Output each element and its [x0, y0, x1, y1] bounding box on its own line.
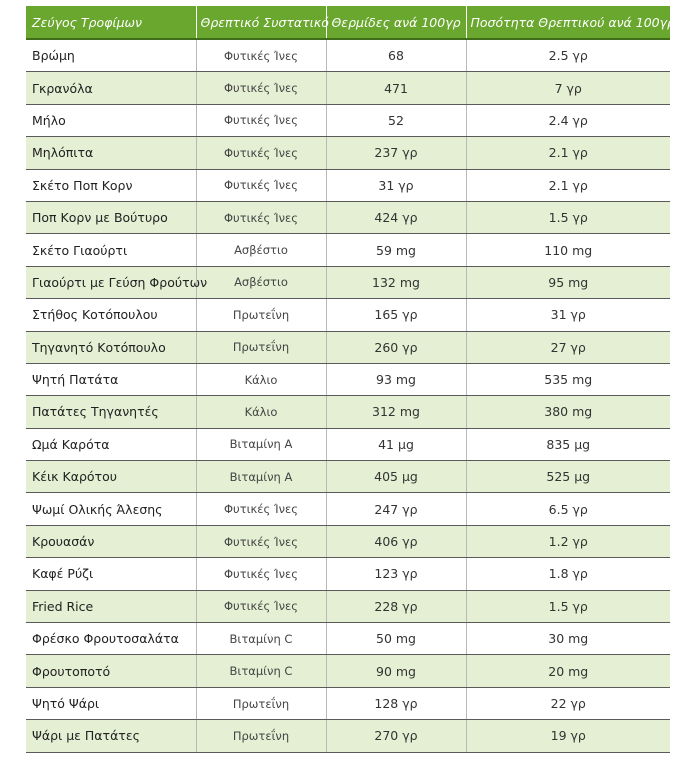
- nutrient-amount-cell: 2.1 γρ: [466, 169, 670, 201]
- table-body: [26, 39, 670, 752]
- table-row: [26, 396, 670, 428]
- nutrient-amount-cell: 1.8 γρ: [466, 558, 670, 590]
- calories-cell: 471: [326, 72, 466, 104]
- table-row: [26, 39, 670, 72]
- nutrient-cell: Πρωτεΐνη: [196, 331, 326, 363]
- nutrient-amount-cell: 835 μg: [466, 428, 670, 460]
- food-name-cell: Τηγανητό Κοτόπουλο: [26, 331, 196, 363]
- food-name-cell: Γιαούρτι με Γεύση Φρούτων: [26, 266, 196, 298]
- nutrient-amount-cell: 1.5 γρ: [466, 201, 670, 233]
- nutrient-cell: Φυτικές Ίνες: [196, 104, 326, 136]
- nutrient-cell: Φυτικές Ίνες: [196, 493, 326, 525]
- food-name-cell: Καφέ Ρύζι: [26, 558, 196, 590]
- calories-cell: 128 γρ: [326, 687, 466, 719]
- nutrient-amount-cell: 95 mg: [466, 266, 670, 298]
- nutrition-table-container: [26, 6, 675, 753]
- table-row: [26, 363, 670, 395]
- nutrient-cell: Βιταμίνη Α: [196, 461, 326, 493]
- calories-cell: 41 μg: [326, 428, 466, 460]
- nutrient-amount-cell: 110 mg: [466, 234, 670, 266]
- nutrient-cell: Πρωτεΐνη: [196, 687, 326, 719]
- calories-cell: 312 mg: [326, 396, 466, 428]
- table-row: [26, 266, 670, 298]
- table-row: [26, 201, 670, 233]
- nutrient-cell: Βιταμίνη C: [196, 655, 326, 687]
- nutrient-amount-cell: 31 γρ: [466, 299, 670, 331]
- header-row: [26, 6, 670, 39]
- food-name-cell: Κρουασάν: [26, 525, 196, 557]
- nutrient-cell: Πρωτεΐνη: [196, 299, 326, 331]
- table-row: [26, 299, 670, 331]
- nutrient-cell: Ασβέστιο: [196, 266, 326, 298]
- nutrient-amount-cell: 6.5 γρ: [466, 493, 670, 525]
- calories-cell: 132 mg: [326, 266, 466, 298]
- table-row: [26, 331, 670, 363]
- table-row: [26, 234, 670, 266]
- food-name-cell: Σκέτο Ποπ Κορν: [26, 169, 196, 201]
- calories-cell: 260 γρ: [326, 331, 466, 363]
- calories-cell: 406 γρ: [326, 525, 466, 557]
- nutrient-amount-cell: 2.5 γρ: [466, 39, 670, 72]
- nutrient-cell: Φυτικές Ίνες: [196, 558, 326, 590]
- food-name-cell: Κέικ Καρότου: [26, 461, 196, 493]
- calories-cell: 228 γρ: [326, 590, 466, 622]
- nutrient-amount-cell: 2.4 γρ: [466, 104, 670, 136]
- nutrient-cell: Φυτικές Ίνες: [196, 169, 326, 201]
- nutrient-amount-cell: 27 γρ: [466, 331, 670, 363]
- nutrient-amount-cell: 1.2 γρ: [466, 525, 670, 557]
- table-row: [26, 72, 670, 104]
- food-name-cell: Fried Rice: [26, 590, 196, 622]
- nutrient-amount-cell: 2.1 γρ: [466, 137, 670, 169]
- nutrient-cell: Φυτικές Ίνες: [196, 137, 326, 169]
- nutrient-amount-cell: 30 mg: [466, 623, 670, 655]
- food-name-cell: Σκέτο Γιαούρτι: [26, 234, 196, 266]
- calories-cell: 50 mg: [326, 623, 466, 655]
- nutrient-cell: Φυτικές Ίνες: [196, 72, 326, 104]
- header-calories: Θερμίδες ανά 100γρ: [326, 6, 466, 39]
- table-row: [26, 655, 670, 687]
- nutrient-amount-cell: 535 mg: [466, 363, 670, 395]
- food-name-cell: Ψάρι με Πατάτες: [26, 720, 196, 752]
- food-name-cell: Ψητό Ψάρι: [26, 687, 196, 719]
- nutrient-amount-cell: 7 γρ: [466, 72, 670, 104]
- table-header: [26, 6, 675, 39]
- table-row: [26, 687, 670, 719]
- nutrient-cell: Φυτικές Ίνες: [196, 201, 326, 233]
- table-row: [26, 720, 670, 752]
- calories-cell: 424 γρ: [326, 201, 466, 233]
- nutrient-amount-cell: 1.5 γρ: [466, 590, 670, 622]
- food-name-cell: Ψητή Πατάτα: [26, 363, 196, 395]
- nutrient-cell: Φυτικές Ίνες: [196, 590, 326, 622]
- nutrient-cell: Φυτικές Ίνες: [196, 39, 326, 72]
- food-name-cell: Ψωμί Ολικής Άλεσης: [26, 493, 196, 525]
- calories-cell: 270 γρ: [326, 720, 466, 752]
- nutrient-amount-cell: 22 γρ: [466, 687, 670, 719]
- table-row: [26, 169, 670, 201]
- calories-cell: 237 γρ: [326, 137, 466, 169]
- nutrition-table: [26, 6, 675, 753]
- calories-cell: 52: [326, 104, 466, 136]
- nutrient-amount-cell: 20 mg: [466, 655, 670, 687]
- nutrient-cell: Φυτικές Ίνες: [196, 525, 326, 557]
- food-name-cell: Φρουτοποτό: [26, 655, 196, 687]
- table-row: [26, 104, 670, 136]
- table-row: [26, 623, 670, 655]
- nutrient-cell: Βιταμίνη C: [196, 623, 326, 655]
- table-row: [26, 137, 670, 169]
- food-name-cell: Μηλόπιτα: [26, 137, 196, 169]
- table-row: [26, 493, 670, 525]
- calories-cell: 165 γρ: [326, 299, 466, 331]
- nutrient-cell: Κάλιο: [196, 396, 326, 428]
- food-name-cell: Μήλο: [26, 104, 196, 136]
- table-row: [26, 461, 670, 493]
- table-row: [26, 525, 670, 557]
- nutrient-cell: Κάλιο: [196, 363, 326, 395]
- calories-cell: 59 mg: [326, 234, 466, 266]
- table-row: [26, 558, 670, 590]
- food-name-cell: Στήθος Κοτόπουλου: [26, 299, 196, 331]
- calories-cell: 93 mg: [326, 363, 466, 395]
- calories-cell: 405 μg: [326, 461, 466, 493]
- food-name-cell: Γκρανόλα: [26, 72, 196, 104]
- nutrient-amount-cell: 19 γρ: [466, 720, 670, 752]
- food-name-cell: Πατάτες Τηγανητές: [26, 396, 196, 428]
- header-nutrient: Θρεπτικό Συστατικό: [196, 6, 326, 39]
- nutrient-cell: Πρωτεΐνη: [196, 720, 326, 752]
- nutrient-amount-cell: 380 mg: [466, 396, 670, 428]
- food-name-cell: Βρώμη: [26, 39, 196, 72]
- nutrient-amount-cell: 525 μg: [466, 461, 670, 493]
- header-food-pair: Ζεύγος Τροφίμων: [26, 6, 196, 39]
- header-nutrient-amount: Ποσότητα Θρεπτικού ανά 100γρ: [466, 6, 670, 39]
- calories-cell: 68: [326, 39, 466, 72]
- table-row: [26, 428, 670, 460]
- calories-cell: 90 mg: [326, 655, 466, 687]
- food-name-cell: Ποπ Κορν με Βούτυρο: [26, 201, 196, 233]
- nutrient-cell: Βιταμίνη Α: [196, 428, 326, 460]
- food-name-cell: Φρέσκο Φρουτοσαλάτα: [26, 623, 196, 655]
- food-name-cell: Ωμά Καρότα: [26, 428, 196, 460]
- nutrient-cell: Ασβέστιο: [196, 234, 326, 266]
- table-row: [26, 590, 670, 622]
- calories-cell: 123 γρ: [326, 558, 466, 590]
- calories-cell: 31 γρ: [326, 169, 466, 201]
- calories-cell: 247 γρ: [326, 493, 466, 525]
